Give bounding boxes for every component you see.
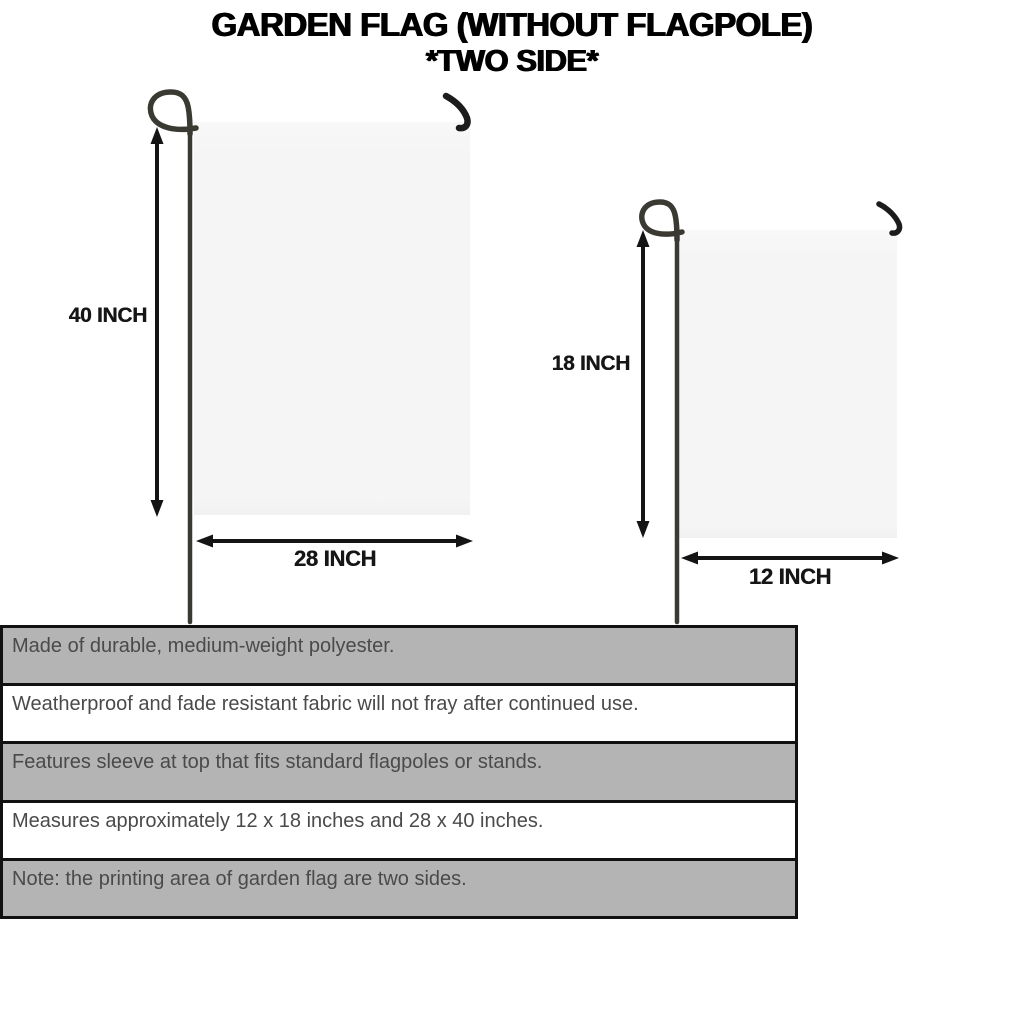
- feature-row-5: [3, 861, 795, 916]
- feature-row-4: [3, 803, 795, 861]
- feature-text-3: Features sleeve at top that fits standard flagpoles or stands.: [12, 751, 543, 774]
- large-flag-width-label: 28 INCH: [293, 546, 377, 571]
- feature-row-3: [3, 744, 795, 802]
- small-height-arrow-bottom-head: [637, 521, 650, 538]
- feature-text-4: Measures approximately 12 x 18 inches and 28 x 40 inches.: [12, 809, 544, 832]
- small-hanger-hook-icon: [879, 204, 900, 233]
- title-line-2: *TWO SIDE*: [425, 43, 599, 78]
- feature-text-2: Weatherproof and fade resistant fabric will not fray after continued use.: [12, 693, 639, 716]
- large-height-arrow-top-head: [151, 127, 164, 144]
- title-line-1: GARDEN FLAG (WITHOUT FLAGPOLE): [211, 6, 813, 43]
- small-width-arrow-right-head: [882, 552, 899, 565]
- small-flag-height-label: 18 INCH: [551, 352, 630, 375]
- large-hanger-hook-icon: [446, 96, 468, 128]
- small-height-arrow-top-head: [637, 230, 650, 247]
- feature-text-1: Made of durable, medium-weight polyester.: [12, 635, 395, 657]
- feature-row-1: [3, 628, 795, 686]
- large-flag-height-label: 40 INCH: [68, 304, 147, 327]
- feature-table: [0, 625, 798, 919]
- large-width-arrow-left-head: [196, 535, 213, 548]
- small-pole-loop-icon: [642, 202, 682, 240]
- large-height-arrow-bottom-head: [151, 500, 164, 517]
- large-width-arrow-right-head: [456, 535, 473, 548]
- feature-row-2: [3, 686, 795, 744]
- feature-text-5: Note: the printing area of garden flag are two sides.: [12, 867, 467, 890]
- small-width-arrow-left-head: [681, 552, 698, 565]
- small-flag-width-label: 12 INCH: [748, 564, 832, 589]
